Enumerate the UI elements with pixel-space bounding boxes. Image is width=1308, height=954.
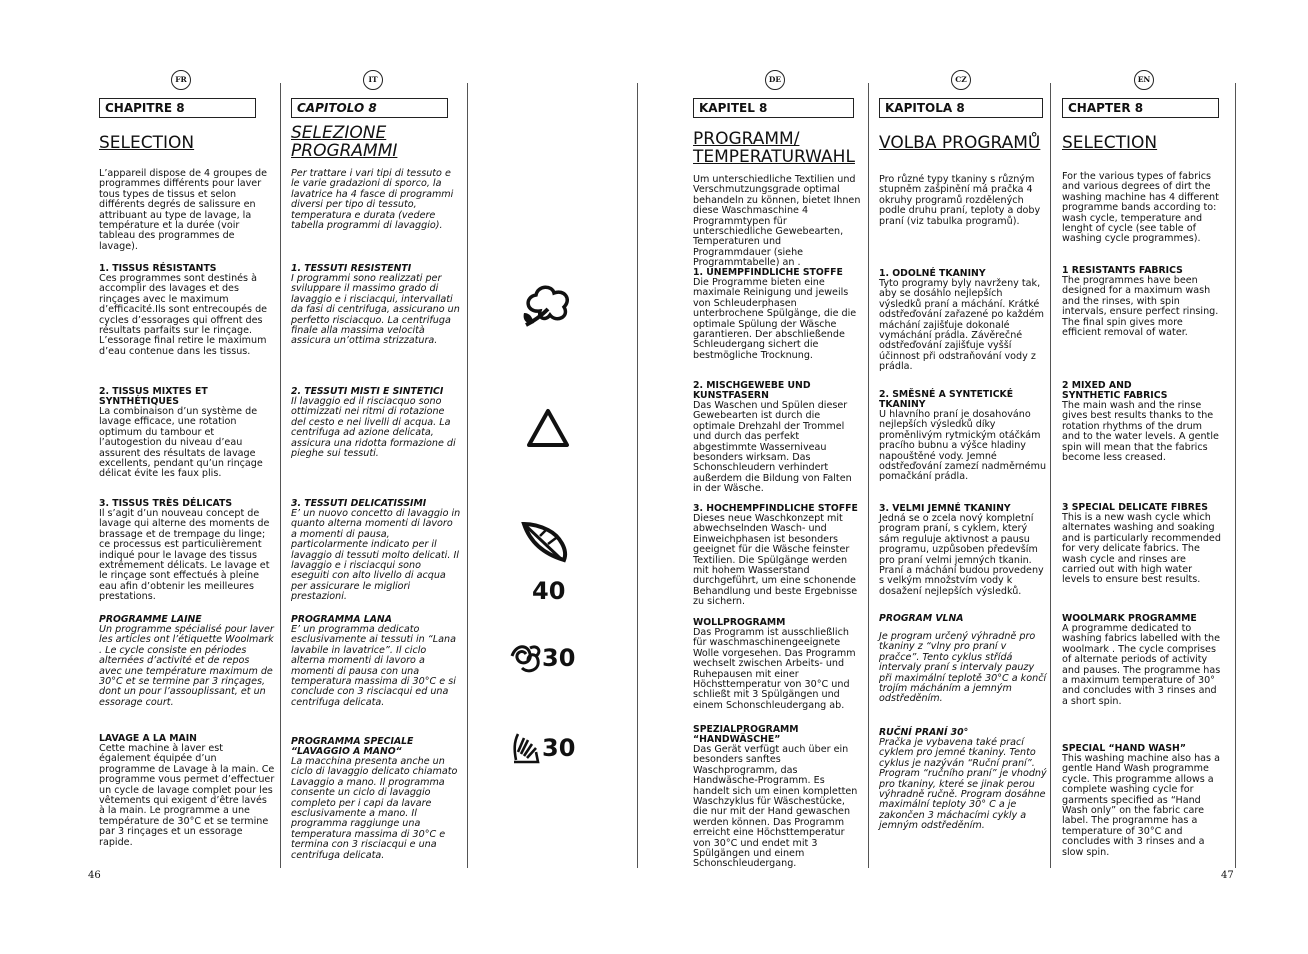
lang-badge-de: DE [765,70,785,90]
divider [280,83,281,868]
section-5: PROGRAMMA SPECIALE “LAVAGGIO A MANO“ La macchina presenta anche un ciclo di lavaggio delicato chiamato Lavaggio a mano. Il programma consente un ciclo di lavaggio completo per i capi da lavare esclusivamente a mano. Il programma raggiunge una temperatura massima di 30°C e termina con 3 risciacqui e una centrifuga delicata. [291,736,458,861]
section-title: SELECTION [1062,133,1158,153]
section-5: LAVAGE A LA MAIN Cette machine à laver est également équipée d’un programme de Lavage à la main. Ce programme vous permet d’effectuer un cycle de lavage complet pour les vêtements qui exigent d’être lavés à la main. Le programme a une température de 30°C et se termine par 3 rinçages et un essorage rapide. [99,733,275,848]
section-2: 2. TISSUS MIXTES ET SYNTHÉTIQUES La combinaison d’un système de lavage efficace, une rotation optimum du tambour et l’autogestion du niveau d’eau assurent des résultats de lavage excellents, pendant qu’un rinçage délicat évite les faux plis. [99,386,263,480]
section-2: 2. TESSUTI MISTI E SINTETICI Il lavaggio ed il risciacquo sono ottimizzati nei ritmi di rotazione del cesto e nei livelli di acqua. La centrifuga ad azione delicata, assicura una ridotta formazione di pieghe sui tessuti. [291,386,456,460]
chapter-label: CAPITOLO 8 [291,98,448,118]
section-3: 3. TISSUS TRÈS DÉLICATS Il s’agit d’un nouveau concept de lavage qui alterne des moments de brassage et de trempage du linge; ce processus est particulièrement indiqué pour le lavage des tissus extrêmement délicats. Le lavage et le rinçage sont effectués à pleine eau afin d’obtenir les meilleures prestations. [99,498,270,603]
section-title: PROGRAMM/ TEMPERATURWAHL [693,129,855,167]
section-1: 1. UNEMPFINDLICHE STOFFE Die Programme bieten eine maximale Reinigung und jeweils von Schleuderphasen unterbrochene Spülgänge, die die optimale Spülung der Wäsche garantieren. Der abschließende Schleudergang sichert die bestmögliche Trocknung. [693,267,857,361]
delicate-feather-icon [520,520,570,566]
section-3: 3. VELMI JEMNÉ TKANINY Jedná se o zcela nový kompletní program praní, s cyklem, který sám reguluje aktivnost a pausu programu, uzpůsoben především pro praní velmi jemných tkanin. Praní a máchání budou provedeny s velkým množstvím vody k dosažení nejlepších výsledků. [879,503,1044,597]
section-4: PROGRAM VLNA Je program určený výhradně pro tkaniny z “vlny pro praní v pračce”. Tento cyklus střídá intervaly praní s intervaly pauzy při maximální teplotě 30°C a končí trojím mácháním a jemným odstředěním. [879,613,1047,705]
intro-text: Pro různé typy tkaniny s různým stupněm zašpinění má pračka 4 okruhy programů rozdělených podle druhu praní, teploty a doby praní (viz tabulka programů). [879,174,1041,227]
section-5: RUČNÍ PRANÍ 30° Pračka je vybavena také prací cyklem pro jemné tkaniny. Tento cyklus je nazýván “Ruční praní”. Program “ručního praní” je vhodný pro tkaniny, které se jinak perou výhradně ručně. Program dosáhne maximální teploty 30° C a je zakončen 3 máchacími cykly a jemným odstředěním. [879,727,1047,832]
chapter-label: CHAPITRE 8 [99,98,256,118]
section-1: 1. TESSUTI RESISTENTI I programmi sono realizzati per sviluppare il massimo grado di lavaggio e i risciacqui, intervallati da fasi di centrifuga, assicurano un perfetto risciacquo. La centrifuga finale alla massima velocità assicura un’ottima strizzatura. [291,263,460,347]
intro-text: L’appareil dispose de 4 groupes de programmes différents pour laver tous types de tissus et selon différents degrés de salissure en attribuant au type de lavage, la température et la durée (voir tableau des programmes de lavage). [99,168,268,252]
intro-text: Um unterschiedliche Textilien und Verschmutzungsgrade optimal behandeln zu können, bietet Ihnen diese Waschmaschine 4 Programmtypen für unterschiedliche Gewebearten, Temperaturen und Programmdauer (siehe Programmtabelle) an . [693,174,861,269]
chapter-label: CHAPTER 8 [1062,98,1219,118]
page-number-right: 47 [1221,870,1234,881]
section-title: VOLBA PROGRAMŮ [879,133,1041,153]
hand-wash-icon [510,730,542,764]
section-title: SELECTION [99,133,195,153]
section-1: 1. TISSUS RÉSISTANTS Ces programmes sont destinés à accomplir des lavages et des rinçages avec le maximum d’efficacité.Ils sont entrecoupés de cycles d’essorages qui offrent des résultats parfaits sur le rinçage. L’essorage final retire le maximum d’eau contenue dans les tissus. [99,263,268,357]
divider [1050,83,1051,868]
synthetic-triangle-icon [525,407,571,449]
woolmark-icon [508,640,544,674]
section-title: SELEZIONE PROGRAMMI [291,123,398,161]
section-5: SPECIAL “HAND WASH” This washing machine also has a gentle Hand Wash programme cycle. This programme allows a complete washing cycle for garments specified as “Hand Wash only” on the fabric care label. The programme has a temperature of 30°C and concludes with 3 rinses and a slow spin. [1062,743,1220,858]
divider [1235,83,1236,868]
section-1: 1 RESISTANTS FABRICS The programmes have been designed for a maximum wash and the rinses, with spin intervals, ensure perfect rinsing. The final spin gives more efficient removal of water. [1062,265,1219,339]
lang-badge-en: EN [1134,70,1154,90]
divider [868,83,869,868]
divider [637,83,638,868]
section-5: SPEZIALPROGRAMM “HANDWÄSCHE” Das Gerät verfügt auch über ein besonders sanftes Waschprogramm, das Handwäsche-Programm. Es handelt sich um einen kompletten Waschzyklus für Wäschestücke, die nur mit der Hand gewaschen werden können. Das Programm erreicht eine Höchsttemperatur von 30°C und endet mit 3 Spülgängen und einem Schonschleudergang. [693,724,858,870]
hand-wash-temp-label: 30 [542,734,576,762]
divider [467,83,468,868]
section-4: WOOLMARK PROGRAMME A programme dedicated to washing fabrics labelled with the woolmark . The cycle comprises of alternate periods of activity and pauses. The programme has a maximum temperature of 30° and concludes with 3 rinses and a short spin. [1062,613,1221,707]
chapter-label: KAPITEL 8 [693,98,854,118]
section-4: PROGRAMME LAINE Un programme spécialisé pour laver les articles ont l’étiquette Woolmark . Le cycle consiste en périodes alternées d’activité et de repos avec une température maximum de 30°C et se termine par 3 rinçages, dont un pour l’assouplissant, et un essorage court. [99,614,274,708]
lang-badge-it: IT [363,70,383,90]
section-2: 2. SMĚSNÉ A SYNTETICKÉ TKANINY U hlavního praní je dosahováno nejlepších výsledků díky proměnlivým rytmickým otáčkám pracího bubnu a výšce hladiny napouštěné vody. Jemné odstřeďování zamezí nadměrnému pomačkání prádla. [879,389,1047,483]
section-3: 3 SPECIAL DELICATE FIBRES This is a new wash cycle which alternates washing and soaking and is particularly recommended for very delicate fabrics. The wash cycle and rinses are carried out with high water levels to ensure best results. [1062,502,1221,586]
section-2: 2 MIXED AND SYNTHETIC FABRICS The main wash and the rinse gives best results thanks to the rotation rhythms of the drum and to the water levels. A gentle spin will mean that the fabrics become less creased. [1062,380,1219,464]
section-3: 3. TESSUTI DELICATISSIMI E’ un nuovo concetto di lavaggio in quanto alterna momenti di lavoro a momenti di pausa, particolarmente indicato per il lavaggio di tessuti molto delicati. Il lavaggio e i risciacqui sono eseguiti con alto livello di acqua per assicurare le migliori prestazioni. [291,498,461,603]
lang-badge-cz: CZ [951,70,971,90]
chapter-label: KAPITOLA 8 [879,98,1043,118]
section-1: 1. ODOLNÉ TKANINY Tyto programy byly navrženy tak, aby se dosáhlo nejlepších výsledků praní a máchání. Krátké odstřeďování zařazené po každém máchání zajišťuje dokonalé vymáchání prádla. Závěrečné odstřeďování zajišťuje vyšší účinnost při odstraňování vody z prádla. [879,268,1045,373]
page-number-left: 46 [88,870,101,881]
intro-text: For the various types of fabrics and various degrees of dirt the washing machine has 4 different programme bands according to: wash cycle, temperature and lenght of cycle (see table of washing cycle programmes). [1062,171,1219,245]
section-2: 2. MISCHGEWEBE UND KUNSTFASERN Das Waschen und Spülen dieser Gewebearten ist durch die optimale Drehzahl der Trommel und durch das perfekt abgestimmte Wasserniveau besonders wirksam. Das Schonschleudern verhindert außerdem die Bildung von Falten in der Wäsche. [693,380,852,495]
lang-badge-fr: FR [171,70,191,90]
woolmark-temp-label: 30 [542,644,576,672]
intro-text: Per trattare i vari tipi di tessuto e le varie gradazioni di sporco, la lavatrice ha 4 fasce di programmi diversi per tipo di tessuto, temperatura e durata (vedere tabella programmi di lavaggio). [291,168,454,232]
cotton-flower-icon [520,283,578,327]
section-3: 3. HOCHEMPFINDLICHE STOFFE Dieses neue Waschkonzept mit abwechselnden Wasch- und Einweichphasen ist besonders geeignet für die Wäsche feinster Textilien. Die Spülgänge werden mit hohem Wasserstand durchgeführt, um eine schonende Behandlung und beste Ergebnisse zu sichern. [693,503,858,608]
wool-temp-label: 40 [532,577,566,605]
section-4: WOLLPROGRAMM Das Programm ist ausschließlich für waschmaschinengeeignete Wolle vorgesehen. Das Programm wechselt zwischen Arbeits- und Ruhepausen mit einer Höchsttemperatur von 30°C und schließt mit 3 Spülgängen und einem Schonschleudergang ab. [693,617,856,711]
section-4: PROGRAMMA LANA E’ un programma dedicato esclusivamente ai tessuti in “Lana lavabile in lavatrice”. Il ciclo alterna momenti di lavoro a momenti di pausa con una temperatura massima di 30°C e si conclude con 3 risciacqui ed una centrifuga delicata. [291,614,456,708]
